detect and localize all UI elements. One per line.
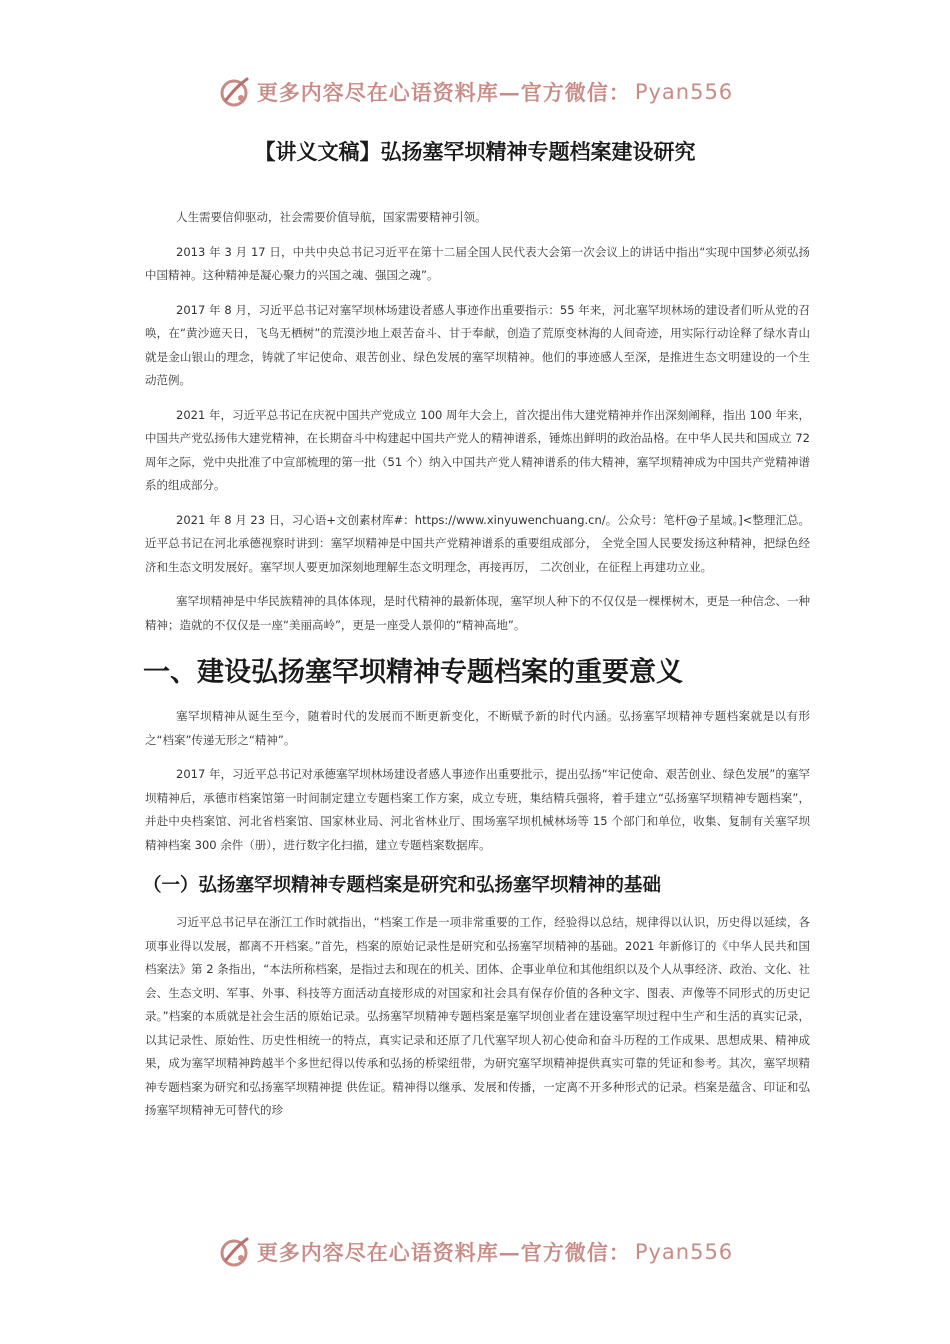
intro-paragraph: 2021 年，习近平总书记在庆祝中国共产党成立 100 周年大会上，首次提出伟大建党精神并作出深刻阐释，指出 100 年来，中国共产党弘扬伟大建党精神，在长期奋斗中构建起中国共产党人的精神谱系，锤炼出鲜明的政治品格。在中华人民共和国成立 72 周年之际，党中央批准了中宣部梳理的第一批（51 个）纳入中国共产党人精神谱系的伟大精神，塞罕坝精神成为中国共产党精神谱系的组成部分。 [145,407,810,492]
intro-paragraph: 塞罕坝精神是中华民族精神的具体体现，是时代精神的最新体现，塞罕坝人种下的不仅仅是一棵棵树木，更是一种信念、一种精神；造就的不仅仅是一座“美丽高岭”，更是一座受人景仰的“精神高地”。 [145,594,810,632]
intro-paragraph: 2021 年 8 月 23 日，习心语+文创素材库#：https://www.xinyuwenchuang.cn/。公众号：笔杆@子星域。]<整理汇总。近平总书记在河北承德视察时讲到：塞罕坝精神是中国共产党精神谱系的重要组成部分， 全党全国人民要发扬这种精神，把绿色经济和生态文明发展好。塞罕坝人要更加深刻地理解生态文明理念，再接再厉， 二次创业，在征程上再建功立业。 [145,512,810,574]
section-paragraph: 塞罕坝精神从诞生至今，随着时代的发展而不断更新变化，不断赋予新的时代内涵。弘扬塞罕坝精神专题档案就是以有形之“档案”传递无形之“精神”。 [145,709,810,747]
subsection-heading: （一）弘扬塞罕坝精神专题档案是研究和弘扬塞罕坝精神的基础 [143,875,662,896]
intro-paragraph: 2013 年 3 月 17 日，中共中央总书记习近平在第十二届全国人民代表大会第一次会议上的讲话中指出“实现中国梦必须弘扬中国精神。这种精神是凝心聚力的兴国之魂、强国之魂”。 [145,244,810,282]
header-banner [0,72,950,112]
banner-text: 更多内容尽在心语资料库—官方微信： [256,80,631,105]
document-title: 【讲义文稿】弘扬塞罕坝精神专题档案建设研究 [254,140,696,164]
intro-paragraph: 人生需要信仰驱动，社会需要价值导航，国家需要精神引领。 [176,210,487,224]
banner-wechat-id: Pyan556 [634,1240,734,1264]
banner-text: 更多内容尽在心语资料库—官方微信： [256,1240,631,1265]
footer-banner [0,1232,950,1272]
banner-wechat-id: Pyan556 [634,80,734,104]
brush-logo-icon [217,1234,253,1270]
section-paragraph: 2017 年，习近平总书记对承德塞罕坝林场建设者感人事迹作出重要批示，提出弘扬“牢记使命、艰苦创业、绿色发展”的塞罕坝精神后，承德市档案馆第一时间制定建立专题档案工作方案，成立专班，集结精兵强将，着手建立“弘扬塞罕坝精神专题档案”，并赴中央档案馆、河北省档案馆、国家林业局、河北省林业厅、围场塞罕坝机械林场等 15 个部门和单位，收集、复制有关塞罕坝精神档案 300 余件（册），进行数字化扫描，建立专题档案数据库。 [145,767,810,852]
intro-paragraph: 2017 年 8 月，习近平总书记对塞罕坝林场建设者感人事迹作出重要指示：55 年来，河北塞罕坝林场的建设者们听从党的召唤，在“黄沙遮天日，飞鸟无栖树”的荒漠沙地上艰苦奋斗、甘于奉献，创造了荒原变林海的人间奇迹，用实际行动诠释了绿水青山就是金山银山的理念，铸就了牢记使命、艰苦创业、绿色发展的塞罕坝精神。他们的事迹感人至深，是推进生态文明建设的一个生动范例。 [145,302,810,387]
document-body [145,206,810,1134]
section-heading: 一、建设弘扬塞罕坝精神专题档案的重要意义 [143,657,683,688]
brush-logo-icon [217,74,253,110]
subsection-paragraph: 习近平总书记早在浙江工作时就指出，“档案工作是一项非常重要的工作，经验得以总结，规律得以认识，历史得以延续，各项事业得以发展，都离不开档案。”首先，档案的原始记录性是研究和弘扬塞罕坝精神的基础。2021 年新修订的《中华人民共和国档案法》第 2 条指出，“本法所称档案，是指过去和现在的机关、团体、企事业单位和其他组织以及个人从事经济、政治、文化、社会、生态文明、军事、外事、科技等方面活动直接形成的对国家和社会具有保存价值的各种文字、图表、声像等不同形式的历史记录。”档案的本质就是社会生活的原始记录。弘扬塞罕坝精神专题档案是塞罕坝创业者在建设塞罕坝过程中生产和生活的真实记录，以其记录性、原始性、历史性相统一的特点，真实记录和还原了几代塞罕坝人初心使命和奋斗历程的工作成果、思想成果、精神成果，成为塞罕坝精神跨越半个多世纪得以传承和弘扬的桥梁纽带，为研究塞罕坝精神提供真实可靠的凭证和参考。其次，塞罕坝精神专题档案为研究和弘扬塞罕坝精神提 供佐证。精神得以继承、发展和传播，一定离不开多种形式的记录。档案是蕴含、印证和弘扬塞罕坝精神无可替代的珍 [145,915,810,1117]
